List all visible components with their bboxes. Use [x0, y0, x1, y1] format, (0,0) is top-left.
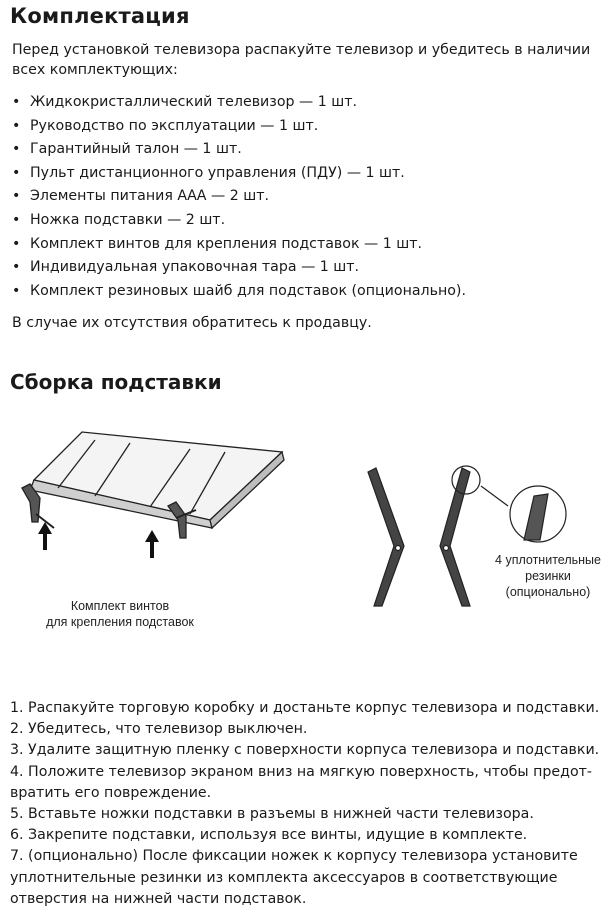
step-line: 1. Распакуйте торговую коробку и достаньте корпус телевизора и подставки.: [10, 700, 600, 716]
list-item: • Индивидуальная упаковочная тара — 1 шт.: [12, 259, 360, 276]
intro-text: Перед установкой телевизора распакуйте телевизор и убедитесь в наличии всех комплектующих:: [12, 42, 591, 78]
step-line: 2. Убедитесь, что телевизор выключен.: [10, 721, 308, 738]
list-item-text: Элементы питания ААА — 2 шт.: [30, 188, 269, 205]
assembly-steps: [10, 698, 610, 910]
kit-list: [12, 91, 466, 303]
list-item-text: Жидкокристаллический телевизор — 1 шт.: [30, 94, 358, 110]
arrow-up-icon: [38, 522, 52, 550]
stand-leg-left: [368, 468, 404, 606]
rubber-caption: 4 уплотнительные резинки (опциональнo): [495, 553, 601, 599]
list-item-text: Гарантийный талон — 1 шт.: [30, 141, 242, 158]
step-line: 5. Вставьте ножки подставки в разъемы в нижней части телевизора.: [10, 806, 534, 823]
list-item: • Комплект винтов для крепления подставок — 1 шт.: [12, 235, 423, 252]
step-line: вратить его повреждение.: [10, 784, 212, 801]
list-item: • Пульт дистанционного управления (ПДУ) — 1 шт.: [12, 164, 405, 181]
step-line: 6. Закрепите подставки, используя все винты, идущие в комплекте.: [10, 827, 528, 844]
list-item: • Жидкокристаллический телевизор — 1 шт.: [12, 94, 358, 110]
list-item-text: Комплект винтов для крепления подставок — 1 шт.: [30, 235, 423, 252]
step-line: 7. (опционально) После фиксации ножек к корпусу телевизора установите: [10, 848, 578, 865]
list-item: • Гарантийный талон — 1 шт.: [12, 141, 242, 158]
arrow-up-icon: [145, 530, 159, 558]
step-line: уплотнительные резинки из комплекта аксессуаров в соответствующие: [10, 869, 558, 886]
step-line: 4. Положите телевизор экраном вниз на мягкую поверхность, чтобы предот-: [10, 763, 593, 780]
list-item: • Элементы питания ААА — 2 шт.: [12, 188, 269, 205]
screws-caption: Комплект винтов для крепления подставок: [46, 599, 194, 629]
missing-note: В случае их отсутствия обратитесь к продавцу.: [12, 315, 372, 331]
list-item-text: Комплект резиновых шайб для подставок (опционально).: [30, 282, 466, 299]
list-item-text: Пульт дистанционного управления (ПДУ) — 1 шт.: [30, 164, 405, 181]
step-line: отверстия на нижней части подставок.: [10, 890, 307, 907]
section-title: Сборка подставки: [10, 370, 222, 394]
list-item: • Ножка подставки — 2 шт.: [12, 211, 226, 228]
list-item: • Комплект резиновых шайб для подставок (опционально).: [12, 282, 466, 299]
list-item: • Руководство по эксплуатации — 1 шт.: [12, 117, 319, 134]
tv-drawing: [22, 432, 284, 538]
list-item-text: Индивидуальная упаковочная тара — 1 шт.: [30, 259, 360, 276]
list-item-text: Ножка подставки — 2 шт.: [30, 211, 226, 228]
list-item-text: Руководство по эксплуатации — 1 шт.: [30, 117, 319, 134]
page-title: Комплектация: [10, 4, 190, 28]
step-line: 3. Удалите защитную пленку с поверхности корпуса телевизора и подставки.: [10, 742, 600, 759]
